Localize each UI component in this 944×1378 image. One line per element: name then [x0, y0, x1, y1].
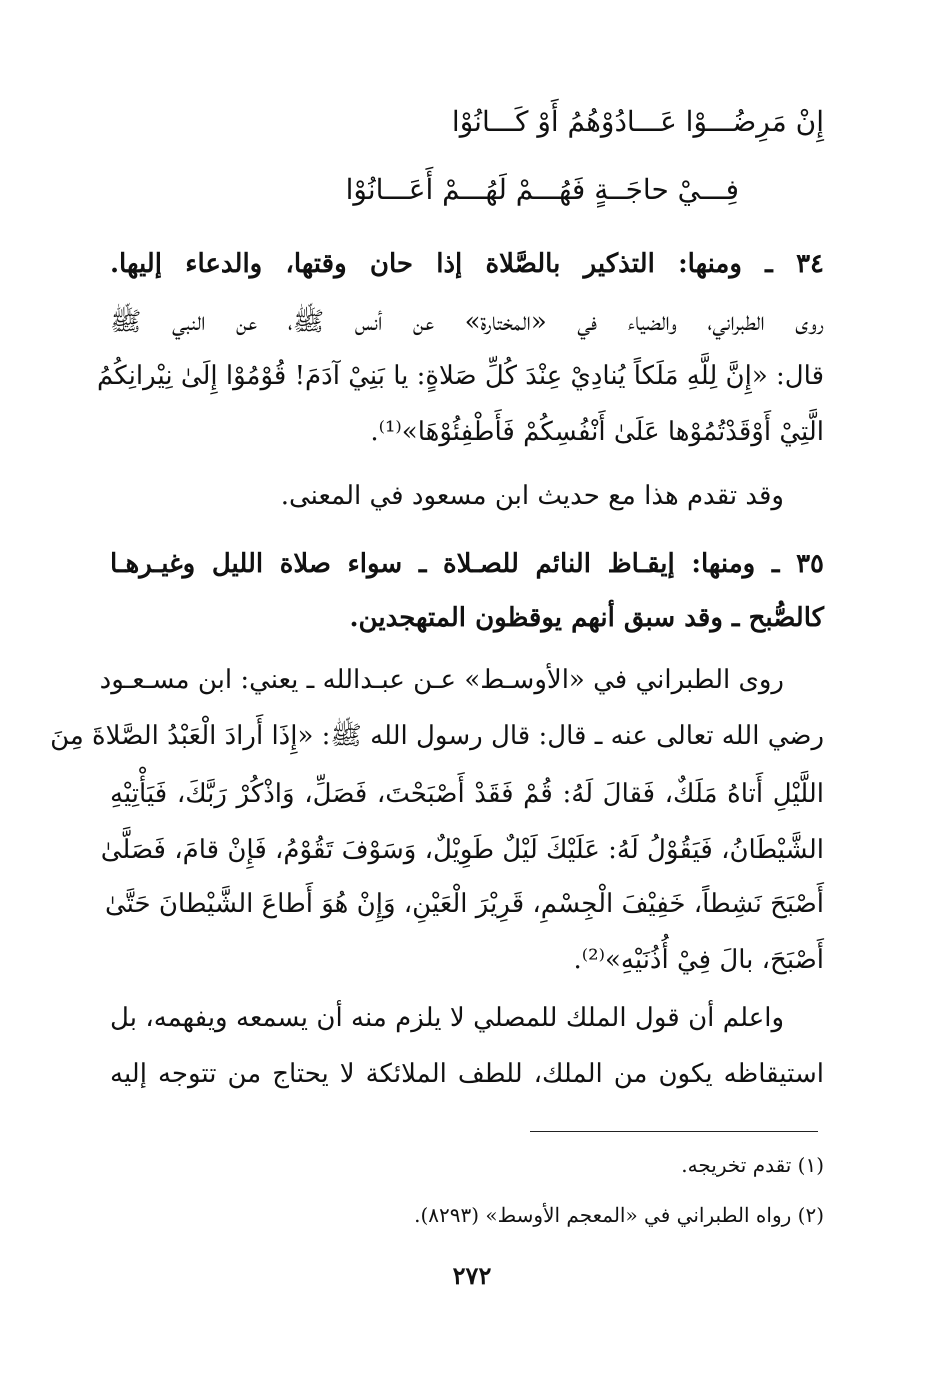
footnote-divider — [530, 1131, 818, 1132]
section-34-line: الَّتِيْ أَوْقَدْتُمُوْها عَلَىٰ أَنْفُسِكُمْ فَأَطْفِئُوْهَا»⁽¹⁾. — [370, 417, 824, 447]
section-34-line: روى الطبراني، والضياء في «المختارة» عن أنس ﷺ، عن النبي ﷺ — [110, 307, 824, 337]
section-35-line: اللَّيْلِ أَتاهُ مَلَكٌ، فَقالَ لَهُ: قُمْ فَقَدْ أَصْبَحْتَ، فَصَلِّ، وَاذْكُرْ رَبَّكَ، فَيَأْتِيْهِ — [110, 779, 824, 809]
section-35-heading: كالصُّبح ـ وقد سبق أنهم يوقظون المتهجدين. — [349, 603, 824, 633]
page-number: ٢٧٢ — [452, 1261, 492, 1290]
section-35-line: رضي الله تعالى عنه ـ قال: قال رسول الله ﷺ: «إِذَا أَرادَ الْعَبْدُ الصَّلاةَ مِنَ — [50, 721, 824, 751]
poem-verse-1: إِنْ مَرِضُـــوْا عَـــادُوْهُمُ أَوْ كَـــانُوْا — [451, 105, 824, 138]
footnote-2: (٢) رواه الطبراني في «المعجم الأوسط» (٨٢٩٣). — [414, 1203, 824, 1227]
section-35-heading: ٣٥ ـ ومنها: إيقـاظ النائم للصـلاة ـ سواء صلاة الليل وغيـرهـا — [110, 549, 824, 579]
section-34-line: وقد تقدم هذا مع حديث ابن مسعود في المعنى. — [280, 481, 784, 511]
section-34-heading: ٣٤ ـ ومنها: التذكير بالصَّلاة إذا حان وقتها، والدعاء إليها. — [110, 249, 824, 279]
section-35-line: أَصْبَحَ نَشِطاً، خَفِيْفَ الْجِسْمِ، قَرِيْرَ الْعَيْنِ، وَإِنْ هُوَ أَطاعَ الشَّيْطانَ حَتَّىٰ — [104, 889, 824, 919]
section-34-line: قال: «إِنَّ لِلَّهِ مَلَكاً يُنادِيْ عِنْدَ كُلِّ صَلاةٍ: يا بَنِيْ آدَمَ! قُوْمُوْا إِلَىٰ نِيْرانِكُمُ — [97, 361, 824, 391]
closing-line: واعلم أن قول الملك للمصلي لا يلزم منه أن يسمعه ويفهمه، بل — [110, 1003, 784, 1033]
section-35-line: الشَّيْطَانُ، فَيَقُوْلُ لَهُ: عَلَيْكَ لَيْلٌ طَوِيْلٌ، وَسَوْفَ تَقُوْمُ، فَإِنْ قامَ، فَصَلَّىٰ — [100, 835, 824, 865]
closing-line: استيقاظه يكون من الملك، للطف الملائكة لا يحتاج من تتوجه إليه — [110, 1059, 824, 1089]
poem-verse-2: فِـــيْ حاجَــةٍ فَهُـــمْ لَهُـــمْ أَعَـــانُوْا — [345, 173, 739, 206]
footnote-1: (١) تقدم تخريجه. — [681, 1153, 824, 1177]
section-35-line: روى الطبراني في «الأوسـط» عـن عبـدالله ـ يعني: ابن مسـعـود — [99, 665, 784, 695]
section-35-line: أَصْبَحَ، بالَ فِيْ أُذُنَيْهِ»⁽²⁾. — [573, 945, 824, 975]
